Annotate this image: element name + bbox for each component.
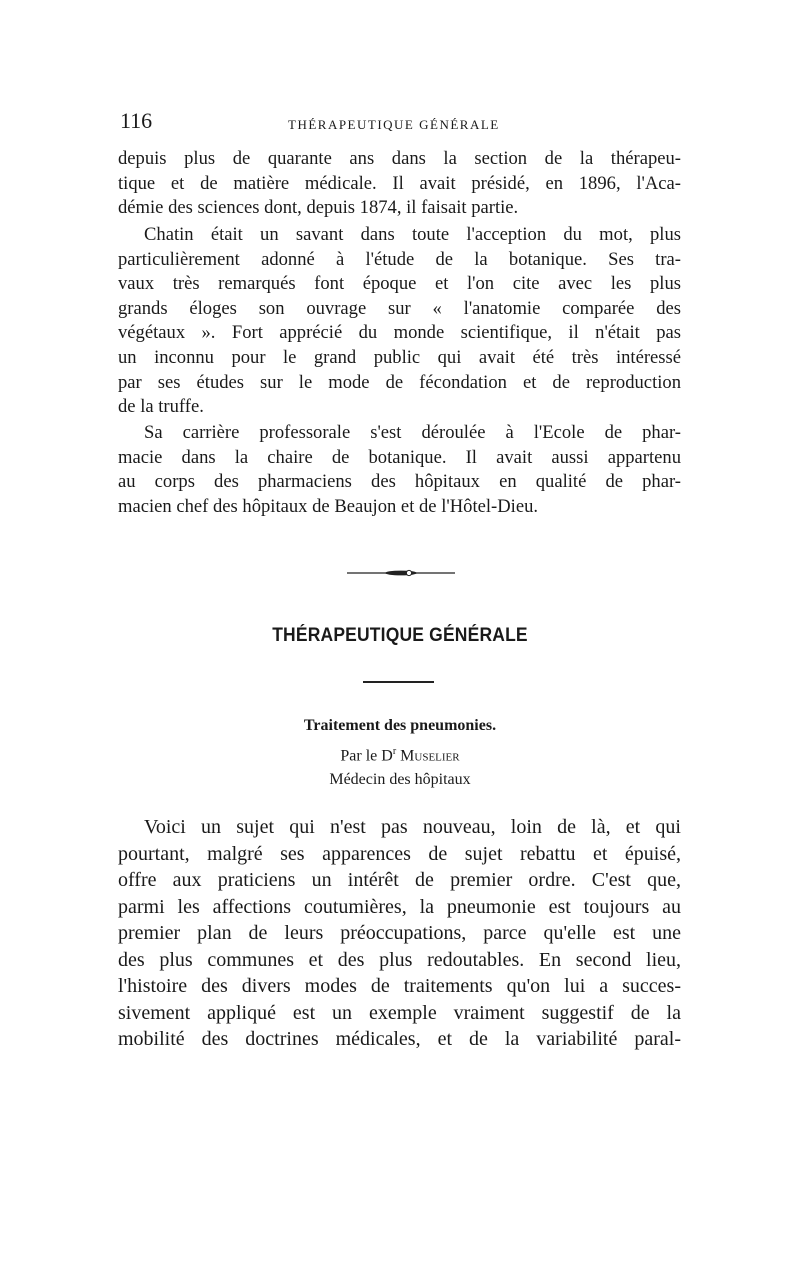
title-rule	[363, 681, 434, 683]
text-line: au corps des pharmaciens des hôpitaux en qualité de phar-	[118, 471, 681, 493]
byline-sup: r	[392, 746, 397, 757]
text-line: l'histoire des divers modes de traitements qu'on lui a succes-	[118, 975, 681, 997]
section-title: THÉRAPEUTIQUE GÉNÉRALE	[272, 625, 528, 646]
text-line: Chatin était un savant dans toute l'acception du mot, plus	[144, 224, 681, 245]
text-line: démie des sciences dont, depuis 1874, il faisait partie.	[118, 197, 519, 219]
text-line: sivement appliqué est un exemple vraiment suggestif de la	[118, 1001, 681, 1024]
author-name: Muselier	[400, 747, 460, 765]
text-line: particulièrement adonné à l'étude de la botanique. Ses tra-	[118, 248, 681, 270]
text-line: un inconnu pour le grand public qui avait été très intéressé	[118, 346, 681, 368]
text-line: pourtant, malgré ses apparences de sujet rebattu et épuisé,	[118, 842, 681, 865]
text-line: offre aux praticiens un intérêt de premier ordre. C'est que,	[118, 869, 681, 891]
paragraph-1	[118, 147, 681, 221]
text-line: végétaux ». Fort apprécié du monde scientifique, il n'était pas	[118, 322, 681, 344]
ornamental-divider	[347, 569, 455, 577]
article-body	[118, 814, 681, 1053]
text-line: Sa carrière professorale s'est déroulée à l'Ecole de phar-	[144, 422, 681, 443]
text-line: parmi les affections coutumières, la pneumonie est toujours au	[118, 895, 681, 918]
text-line: grands éloges son ouvrage sur « l'anatomie comparée des	[118, 297, 681, 319]
article-title: Traitement des pneumonies.	[303, 717, 497, 734]
text-line: vaux très remarqués font époque et l'on cite avec les plus	[118, 273, 681, 295]
running-head: THÉRAPEUTIQUE GÉNÉRALE	[288, 117, 500, 132]
paragraph-2	[118, 223, 681, 420]
page-number: 116	[120, 108, 153, 133]
text-line: tique et de matière médicale. Il avait présidé, en 1896, l'Aca-	[118, 172, 681, 194]
byline-prefix: Par le D	[340, 747, 393, 765]
text-line: par ses études sur le mode de fécondation et de reproduction	[118, 371, 681, 393]
text-line: depuis plus de quarante ans dans la section de la thérapeu-	[118, 148, 681, 169]
text-line: de la truffe.	[118, 396, 204, 418]
text-line: macien chef des hôpitaux de Beaujon et de l'Hôtel-Dieu.	[118, 495, 539, 517]
text-line: macie dans la chaire de botanique. Il avait aussi appartenu	[118, 446, 681, 468]
paragraph-3	[118, 421, 681, 519]
byline	[0, 746, 800, 765]
text-line: Voici un sujet qui n'est pas nouveau, loin de là, et qui	[144, 816, 681, 838]
text-line: des plus communes et des plus redoutables. En second lieu,	[118, 948, 681, 971]
text-line: mobilité des doctrines médicales, et de la variabilité paral-	[118, 1028, 681, 1050]
author-affiliation: Médecin des hôpitaux	[329, 771, 471, 788]
text-line: premier plan de leurs préoccupations, parce qu'elle est une	[118, 922, 681, 944]
